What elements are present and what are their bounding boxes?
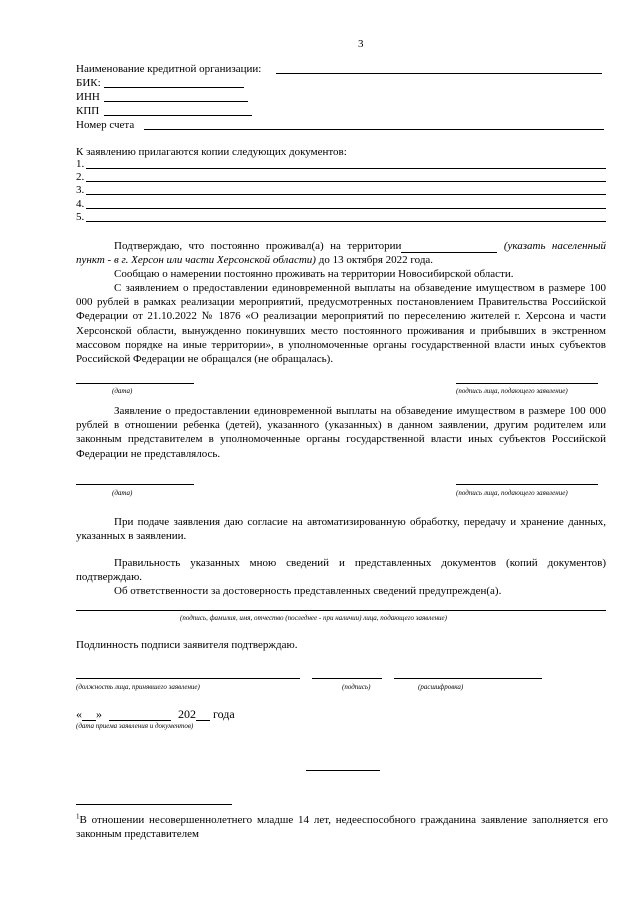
date-caption: (дата) (112, 489, 133, 497)
year-field[interactable] (196, 708, 210, 721)
year-suffix: года (210, 707, 235, 721)
footnote-separator (76, 804, 232, 805)
child-application-statement (76, 404, 606, 461)
attachment-field[interactable] (86, 168, 606, 169)
attachment-number: 1. (76, 158, 85, 170)
year-prefix: 202 (178, 707, 196, 721)
residence-date: до 13 октября 2022 года. (315, 254, 434, 267)
consent-statement (76, 515, 606, 543)
bik-field[interactable] (104, 87, 244, 88)
reception-date (76, 707, 235, 721)
intention-text: Сообщаю о намерении постоянно проживать на территории Новосибирской области. (114, 268, 514, 280)
quote-open: « (76, 707, 82, 721)
day-field[interactable] (82, 708, 96, 721)
no-application-text: С заявлением о предоставлении единовременной выплаты на обзаведение имуществом в размере 100 000 рублей в рамках реализации мероприятий, предусмотренных постановлением Правительства Российской Федерации от 21.10.2022 № 1876 «О реализации мероприятий по переселению жителей г. Херсона и части Херсонской области, вынужденно покинувших место постоянного проживания и прибывших в экстренном массовом порядке на иные территории», в уполномоченные органы государственной власти иных субъектов Российской Федерации не обращался (не обращалась). (76, 282, 606, 366)
official-signature-caption: (подпись) (342, 683, 371, 691)
attachments-title: К заявлению прилагаются копии следующих документов: (76, 146, 347, 158)
reception-date-caption: (дата приема заявления и документов) (76, 722, 194, 730)
settlement-field[interactable] (401, 241, 497, 253)
quote-close: » (96, 707, 102, 721)
bank-name-field[interactable] (276, 73, 602, 74)
attachment-number: 5. (76, 211, 85, 223)
accuracy-text: Правильность указанных мною сведений и представленных документов (копий документов) подтверждаю. (76, 557, 606, 584)
official-position-field[interactable] (76, 678, 300, 679)
consent-text: При подаче заявления даю согласие на автоматизированную обработку, передачу и хранение данных, указанных в заявлении. (76, 516, 606, 543)
residence-confirmation (76, 239, 606, 267)
signature-caption: (подпись лица, подающего заявление) (456, 489, 568, 497)
signature-caption: (подпись лица, подающего заявление) (456, 387, 568, 395)
accuracy-statement (76, 556, 606, 584)
footnote-text: В отношении несовершеннолетнего младше 14 лет, недееспособного гражданина заявление заполняется его законным представителем (76, 814, 608, 840)
attachment-number: 3. (76, 184, 85, 196)
signature-field[interactable] (456, 484, 598, 485)
child-application-text: Заявление о предоставлении единовременной выплаты на обзаведение имуществом в размере 100 000 рублей в отношении ребенка (детей), указанного (указанных) в данном заявлении, другим родителем или законным представителем в уполномоченные органы государственной власти иных субъектов Российской Федерации не представлялось. (76, 405, 606, 460)
signature-field[interactable] (456, 383, 598, 384)
official-decode-field[interactable] (394, 678, 542, 679)
attachment-field[interactable] (86, 181, 606, 182)
inn-label: ИНН (76, 91, 100, 103)
separator-line (306, 770, 380, 771)
inn-field[interactable] (104, 101, 248, 102)
kpp-label: КПП (76, 105, 100, 117)
bik-label: БИК: (76, 77, 101, 89)
date-field[interactable] (76, 484, 194, 485)
attachment-field[interactable] (86, 208, 606, 209)
authenticity-statement: Подлинность подписи заявителя подтверждаю. (76, 639, 298, 651)
account-field[interactable] (144, 129, 604, 130)
official-signature-field[interactable] (312, 678, 382, 679)
footnote-marker: 1 (76, 812, 80, 821)
account-label: Номер счета (76, 119, 135, 131)
responsibility-text: Об ответственности за достоверность представленных сведений предупрежден(а). (114, 585, 502, 597)
no-application-statement (76, 281, 606, 366)
footnote (76, 813, 608, 841)
month-field[interactable] (109, 708, 171, 721)
residence-hint: (указать населенный пункт - в г. Херсон или части Херсонской области) (76, 240, 607, 267)
attachment-number: 4. (76, 198, 85, 210)
full-signature-caption: (подпись, фамилия, имя, отчество (последнее - при наличии) лица, подающего заявление) (180, 614, 447, 622)
page-number: 3 (358, 38, 364, 50)
attachment-number: 2. (76, 171, 85, 183)
bank-name-label: Наименование кредитной организации: (76, 63, 262, 75)
responsibility-statement (76, 584, 606, 598)
full-signature-field[interactable] (76, 610, 606, 611)
official-position-caption: (должность лица, принявшего заявление) (76, 683, 200, 691)
official-decode-caption: (расшифровка) (418, 683, 464, 691)
kpp-field[interactable] (104, 115, 252, 116)
attachment-field[interactable] (86, 221, 606, 222)
residence-text: Подтверждаю, что постоянно проживал(а) на территории (114, 240, 402, 252)
date-field[interactable] (76, 383, 194, 384)
attachment-field[interactable] (86, 194, 606, 195)
date-caption: (дата) (112, 387, 133, 395)
intention-statement (76, 267, 606, 281)
